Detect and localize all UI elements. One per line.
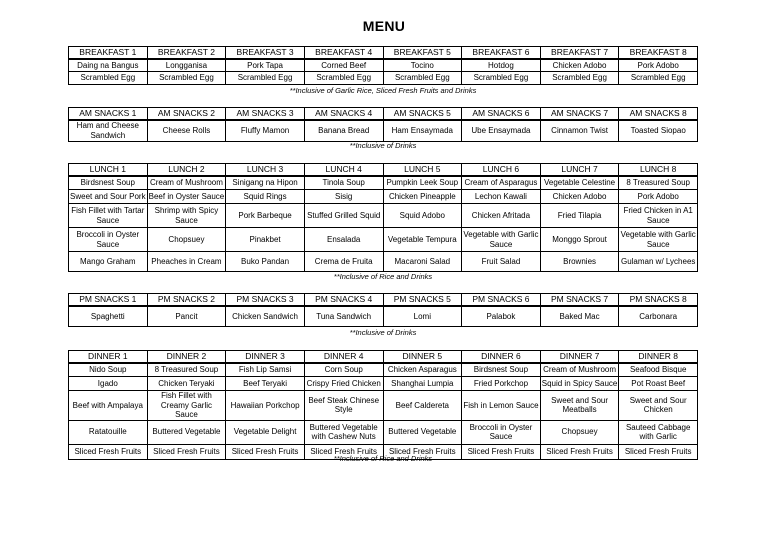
menu-cell: Fluffy Mamon [226,120,305,142]
menu-cell: Sauteed Cabbage with Garlic [619,420,698,444]
column-header: AM SNACKS 3 [226,108,305,120]
menu-cell: Toasted Siopao [619,120,698,142]
menu-cell: Squid Rings [226,190,305,204]
menu-cell: Chopsuey [147,228,226,252]
menu-cell: Beef Teryaki [226,377,305,391]
menu-cell: Chicken Sandwich [226,306,305,327]
column-header: AM SNACKS 5 [383,108,462,120]
menu-cell: Scrambled Egg [304,72,383,85]
menu-cell: Scrambled Egg [619,72,698,85]
column-header: DINNER 6 [462,351,541,363]
menu-cell: Fried Chicken in A1 Sauce [619,204,698,228]
menu-cell: Beef in Oyster Sauce [147,190,226,204]
menu-cell: Vegetable Tempura [383,228,462,252]
menu-cell: Cream of Mushroom [540,363,619,377]
menu-cell: Pork Adobo [619,190,698,204]
menu-cell: Pumpkin Leek Soup [383,176,462,190]
menu-cell: Tocino [383,59,462,72]
column-header: PM SNACKS 3 [226,294,305,306]
column-header: AM SNACKS 6 [462,108,541,120]
column-header: BREAKFAST 6 [462,47,541,59]
menu-cell: Longganisa [147,59,226,72]
menu-cell: Chicken Asparagus [383,363,462,377]
menu-cell: Scrambled Egg [383,72,462,85]
table-row [69,190,698,204]
menu-cell: Nido Soup [69,363,148,377]
column-header: LUNCH 4 [304,164,383,176]
dinner-table [68,350,698,460]
header-row [69,164,698,176]
menu-cell: Scrambled Egg [540,72,619,85]
column-header: PM SNACKS 2 [147,294,226,306]
menu-cell: Cheese Rolls [147,120,226,142]
menu-cell: Squid in Spicy Sauce [540,377,619,391]
column-header: DINNER 5 [383,351,462,363]
menu-cell: Pork Tapa [226,59,305,72]
column-header: AM SNACKS 8 [619,108,698,120]
section-note: **Inclusive of Rice and Drinks [333,272,433,281]
header-row [69,351,698,363]
menu-cell: Daing na Bangus [69,59,148,72]
menu-cell: Pork Adobo [619,59,698,72]
menu-cell: Chicken Adobo [540,190,619,204]
column-header: PM SNACKS 7 [540,294,619,306]
menu-cell: Sliced Fresh Fruits [383,444,462,459]
column-header: LUNCH 3 [226,164,305,176]
menu-cell: Sliced Fresh Fruits [226,444,305,459]
section-note: **Inclusive of Garlic Rice, Sliced Fresh Fruits and Drinks [289,86,477,95]
menu-cell: Shrimp with Spicy Sauce [147,204,226,228]
section-note: **Inclusive of Rice and Drinks [333,454,433,463]
column-header: BREAKFAST 2 [147,47,226,59]
menu-cell: Palabok [462,306,541,327]
menu-cell: Crema de Fruita [304,252,383,272]
menu-cell: Buttered Vegetable [383,420,462,444]
menu-cell: Mango Graham [69,252,148,272]
menu-cell: Chicken Pineapple [383,190,462,204]
menu-cell: Scrambled Egg [69,72,148,85]
column-header: AM SNACKS 4 [304,108,383,120]
column-header: LUNCH 6 [462,164,541,176]
menu-cell: Sweet and Sour Meatballs [540,391,619,421]
menu-cell: Ensalada [304,228,383,252]
menu-cell: Crispy Fried Chicken [304,377,383,391]
menu-cell: Fried Tilapia [540,204,619,228]
table-row [69,204,698,228]
menu-cell: Brownies [540,252,619,272]
menu-cell: Vegetable with Garlic Sauce [619,228,698,252]
menu-cell: Scrambled Egg [147,72,226,85]
menu-cell: Sliced Fresh Fruits [540,444,619,459]
table-row [69,363,698,377]
column-header: DINNER 7 [540,351,619,363]
column-header: DINNER 8 [619,351,698,363]
am-snacks-table [68,107,698,142]
menu-cell: Ube Ensaymada [462,120,541,142]
menu-cell: Cinnamon Twist [540,120,619,142]
menu-cell: Birdsnest Soup [462,363,541,377]
menu-cell: Broccoli in Oyster Sauce [462,420,541,444]
menu-cell: 8 Treasured Soup [619,176,698,190]
column-header: PM SNACKS 1 [69,294,148,306]
column-header: BREAKFAST 1 [69,47,148,59]
menu-cell: Vegetable Delight [226,420,305,444]
menu-cell: Carbonara [619,306,698,327]
menu-cell: Cream of Mushroom [147,176,226,190]
menu-cell: Shanghai Lumpia [383,377,462,391]
menu-cell: Vegetable Celestine [540,176,619,190]
menu-cell: Pinakbet [226,228,305,252]
menu-cell: Sliced Fresh Fruits [147,444,226,459]
menu-cell: Stuffed Grilled Squid [304,204,383,228]
table-row [69,72,698,85]
table-row [69,377,698,391]
menu-cell: Gulaman w/ Lychees [619,252,698,272]
menu-cell: Pancit [147,306,226,327]
column-header: LUNCH 5 [383,164,462,176]
menu-cell: Scrambled Egg [462,72,541,85]
menu-cell: Sweet and Sour Pork [69,190,148,204]
menu-cell: Banana Bread [304,120,383,142]
menu-cell: Scrambled Egg [226,72,305,85]
menu-cell: Buko Pandan [226,252,305,272]
menu-cell: Hotdog [462,59,541,72]
menu-cell: Chicken Afritada [462,204,541,228]
menu-cell: Baked Mac [540,306,619,327]
menu-cell: Beef with Ampalaya [69,391,148,421]
menu-cell: Ham Ensaymada [383,120,462,142]
menu-cell: Chopsuey [540,420,619,444]
column-header: PM SNACKS 4 [304,294,383,306]
table-row [69,420,698,444]
column-header: BREAKFAST 7 [540,47,619,59]
menu-cell: Corned Beef [304,59,383,72]
menu-cell: Broccoli in Oyster Sauce [69,228,148,252]
menu-cell: Tinola Soup [304,176,383,190]
menu-cell: Chicken Adobo [540,59,619,72]
column-header: PM SNACKS 6 [462,294,541,306]
page-title: MENU [362,18,406,34]
column-header: DINNER 2 [147,351,226,363]
header-row [69,47,698,59]
column-header: LUNCH 7 [540,164,619,176]
menu-cell: Fish Lip Samsi [226,363,305,377]
menu-cell: Spaghetti [69,306,148,327]
table-row [69,120,698,142]
menu-cell: Macaroni Salad [383,252,462,272]
column-header: BREAKFAST 3 [226,47,305,59]
menu-cell: Hawaiian Porkchop [226,391,305,421]
column-header: DINNER 3 [226,351,305,363]
menu-cell: Pork Barbeque [226,204,305,228]
menu-cell: Sweet and Sour Chicken [619,391,698,421]
menu-cell: Seafood Bisque [619,363,698,377]
menu-cell: Sliced Fresh Fruits [304,444,383,459]
menu-cell: Corn Soup [304,363,383,377]
menu-cell: Lomi [383,306,462,327]
menu-cell: Ham and Cheese Sandwich [69,120,148,142]
menu-cell: Sinigang na Hipon [226,176,305,190]
header-row [69,108,698,120]
lunch-table [68,163,698,272]
menu-cell: Ratatouille [69,420,148,444]
menu-cell: Fish Fillet with Creamy Garlic Sauce [147,391,226,421]
menu-cell: Igado [69,377,148,391]
menu-cell: Sliced Fresh Fruits [619,444,698,459]
menu-cell: Beef Steak Chinese Style [304,391,383,421]
column-header: BREAKFAST 5 [383,47,462,59]
menu-cell: Buttered Vegetable [147,420,226,444]
menu-cell: Pot Roast Beef [619,377,698,391]
column-header: PM SNACKS 8 [619,294,698,306]
menu-cell: Chicken Teryaki [147,377,226,391]
menu-cell: Fried Porkchop [462,377,541,391]
column-header: AM SNACKS 2 [147,108,226,120]
table-row [69,228,698,252]
menu-cell: Sliced Fresh Fruits [69,444,148,459]
table-row [69,252,698,272]
header-row [69,294,698,306]
menu-cell: Pheaches in Cream [147,252,226,272]
table-row [69,59,698,72]
menu-cell: Buttered Vegetable with Cashew Nuts [304,420,383,444]
column-header: PM SNACKS 5 [383,294,462,306]
menu-cell: Tuna Sandwich [304,306,383,327]
menu-cell: Birdsnest Soup [69,176,148,190]
column-header: LUNCH 8 [619,164,698,176]
menu-cell: Sliced Fresh Fruits [462,444,541,459]
menu-cell: Cream of Asparagus [462,176,541,190]
menu-cell: 8 Treasured Soup [147,363,226,377]
column-header: LUNCH 1 [69,164,148,176]
menu-cell: Fish Fillet with Tartar Sauce [69,204,148,228]
section-note: **Inclusive of Drinks [349,328,417,337]
menu-cell: Fish in Lemon Sauce [462,391,541,421]
column-header: AM SNACKS 7 [540,108,619,120]
menu-cell: Vegetable with Garlic Sauce [462,228,541,252]
column-header: AM SNACKS 1 [69,108,148,120]
menu-cell: Monggo Sprout [540,228,619,252]
pm-snacks-table [68,293,698,327]
column-header: DINNER 1 [69,351,148,363]
menu-cell: Squid Adobo [383,204,462,228]
column-header: BREAKFAST 4 [304,47,383,59]
column-header: DINNER 4 [304,351,383,363]
menu-cell: Beef Caldereta [383,391,462,421]
breakfast-table [68,46,698,85]
table-row [69,306,698,327]
menu-cell: Lechon Kawali [462,190,541,204]
column-header: LUNCH 2 [147,164,226,176]
section-note: **Inclusive of Drinks [349,141,417,150]
table-row [69,391,698,421]
column-header: BREAKFAST 8 [619,47,698,59]
menu-cell: Sisig [304,190,383,204]
menu-cell: Fruit Salad [462,252,541,272]
table-row [69,176,698,190]
